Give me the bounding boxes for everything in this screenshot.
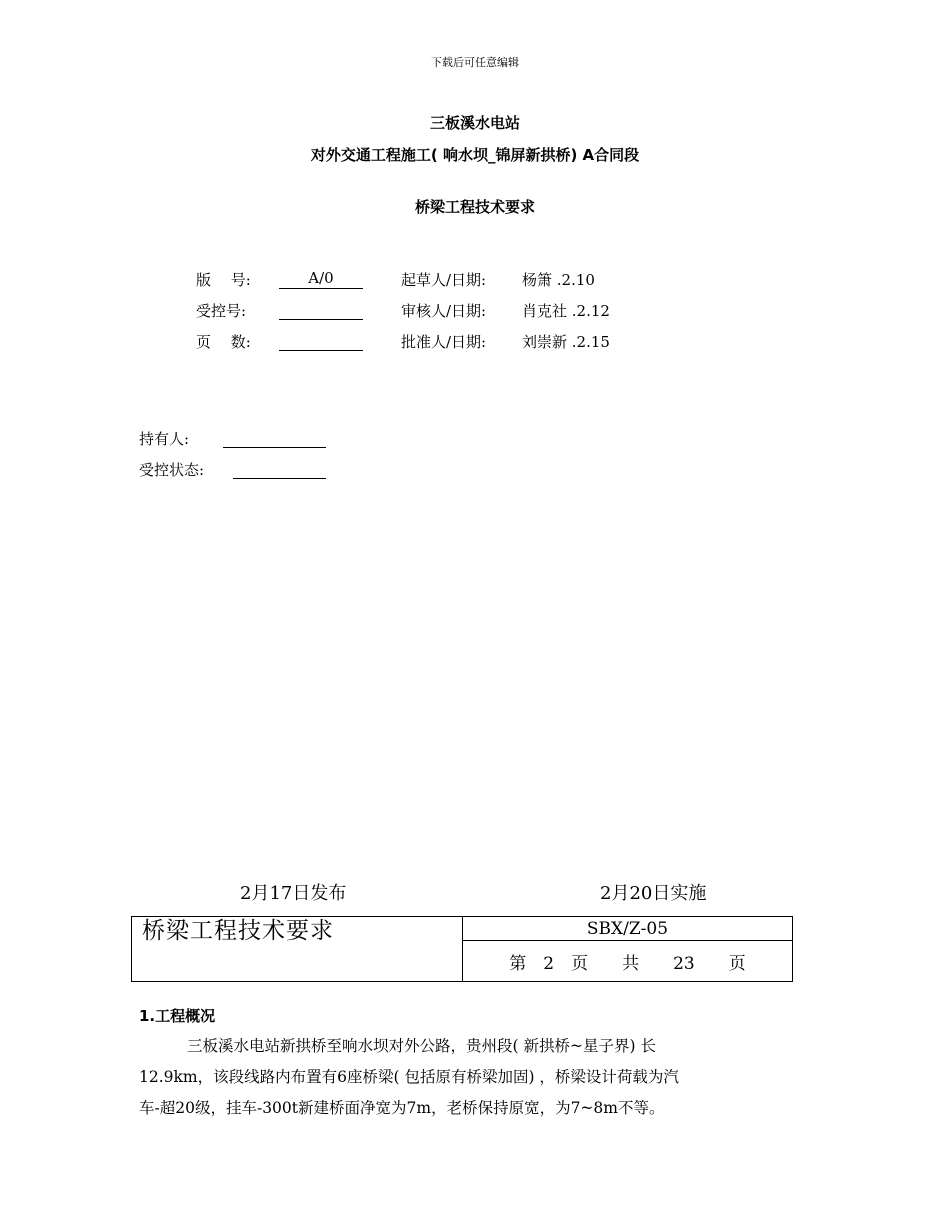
page-count: 第 2 页 共 23 页 — [463, 941, 793, 982]
control-status-label: 受控状态: — [139, 461, 205, 479]
drafter-label: 起草人/日期: — [401, 271, 487, 289]
control-number-label: 受控号: — [196, 302, 247, 320]
header-title: 桥梁工程技术要求 — [142, 918, 334, 944]
reviewer-label: 审核人/日期: — [401, 302, 487, 320]
section-heading: 1.工程概况 — [139, 1007, 216, 1025]
version-value: A/0 — [279, 269, 363, 289]
document-title: 桥梁工程技术要求 — [414, 198, 535, 216]
issue-date: 2月17日发布 — [240, 883, 347, 904]
approver-value: 刘崇新 .2.15 — [522, 333, 610, 351]
section-paragraph — [139, 1031, 811, 1124]
effective-date: 2月20日实施 — [600, 883, 707, 904]
paragraph-line-1: 三板溪水电站新拱桥至响水坝对外公路，贵州段( 新拱桥~星子界) 长 — [187, 1037, 656, 1055]
holder-field — [223, 428, 326, 452]
control-number-value — [279, 300, 363, 320]
holder-line — [223, 428, 326, 448]
drafter-value: 杨箫 .2.10 — [522, 271, 595, 289]
document-header-table — [131, 916, 793, 982]
paragraph-line-2: 12.9km，该段线路内布置有6座桥梁( 包括原有桥梁加固) ，桥梁设计荷载为汽 — [139, 1068, 679, 1086]
control-number-field — [279, 300, 363, 324]
pages-field — [279, 331, 363, 355]
header-note: 下载后可任意编辑 — [431, 56, 519, 69]
control-status-line — [233, 459, 326, 479]
project-title: 三板溪水电站 — [429, 114, 520, 132]
version-field — [279, 269, 363, 289]
reviewer-value: 肖克社 .2.12 — [522, 302, 610, 320]
holder-label: 持有人: — [139, 430, 190, 448]
paragraph-line-3: 车-超20级，挂车-300t新建桥面净宽为7m，老桥保持原宽，为7~8m不等。 — [139, 1099, 665, 1117]
document-code: SBX/Z-05 — [463, 917, 793, 941]
pages-value — [279, 331, 363, 351]
contract-title: 对外交通工程施工( 响水坝_锦屏新拱桥) A合同段 — [310, 146, 640, 164]
approver-label: 批准人/日期: — [401, 333, 487, 351]
header-title-cell — [132, 917, 463, 982]
pages-label: 页 数: — [196, 333, 251, 351]
version-label: 版 号: — [196, 271, 251, 289]
control-status-field — [233, 459, 326, 483]
